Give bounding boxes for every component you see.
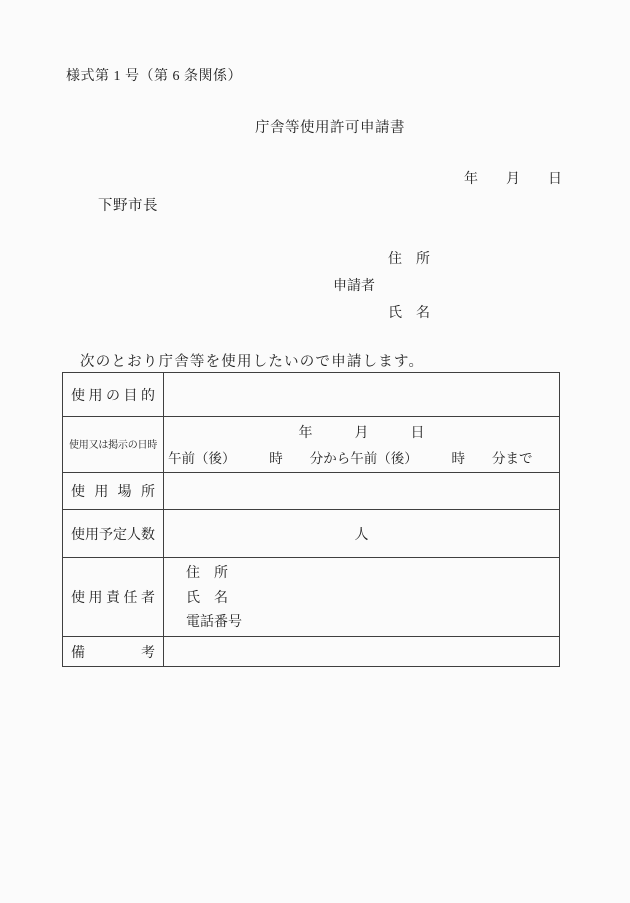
table-row-expected-number [63,510,560,558]
responsible-address-label: 住 所 [186,566,228,582]
application-table [62,372,560,667]
table-row-responsible-person [63,558,560,637]
applicant-group-label: 申請者 [333,279,375,294]
expected-number-label: 使用予定人数 [71,527,155,543]
table-row-purpose [63,373,560,417]
table-row-datetime [63,417,560,473]
remarks-label: 備考 [71,645,155,661]
remarks-label-cell [63,637,164,667]
datetime-field [164,417,560,473]
remarks-field [164,637,560,667]
purpose-of-use-label-cell [63,373,164,417]
datetime-label: 使用又は掲示の日時 [69,440,157,451]
expected-number-field: 人 [164,510,560,558]
table-row-place [63,473,560,510]
datetime-date-line: 年 月 日 [298,426,425,441]
table-row-remarks [63,637,560,667]
place-of-use-label: 使用場所 [71,485,155,500]
responsible-person-field [164,558,560,637]
datetime-label-cell [63,417,164,473]
responsible-phone-label: 電話番号 [186,615,242,631]
datetime-time-line: 午前（後） 時 分から午前（後） 時 分まで [168,451,533,466]
addressee: 下野市長 [98,198,158,214]
purpose-of-use-field [164,373,560,417]
responsible-person-label: 使用責任者 [71,591,155,606]
date-placeholder-line: 年 月 日 [464,172,562,187]
applicant-address-label: 住 所 [388,252,430,267]
document-title: 庁舎等使用許可申請書 [255,120,405,136]
responsible-person-label-cell [63,558,164,637]
place-of-use-label-cell [63,473,164,510]
place-of-use-field [164,473,560,510]
expected-number-label-cell [63,510,164,558]
applicant-name-label: 氏 名 [388,306,430,321]
responsible-name-label: 氏 名 [186,590,228,606]
purpose-of-use-label: 使用の目的 [71,388,155,404]
form-number: 様式第 1 号（第 6 条関係） [66,69,242,84]
intro-sentence: 次のとおり庁舎等を使用したいので申請します。 [80,354,425,370]
